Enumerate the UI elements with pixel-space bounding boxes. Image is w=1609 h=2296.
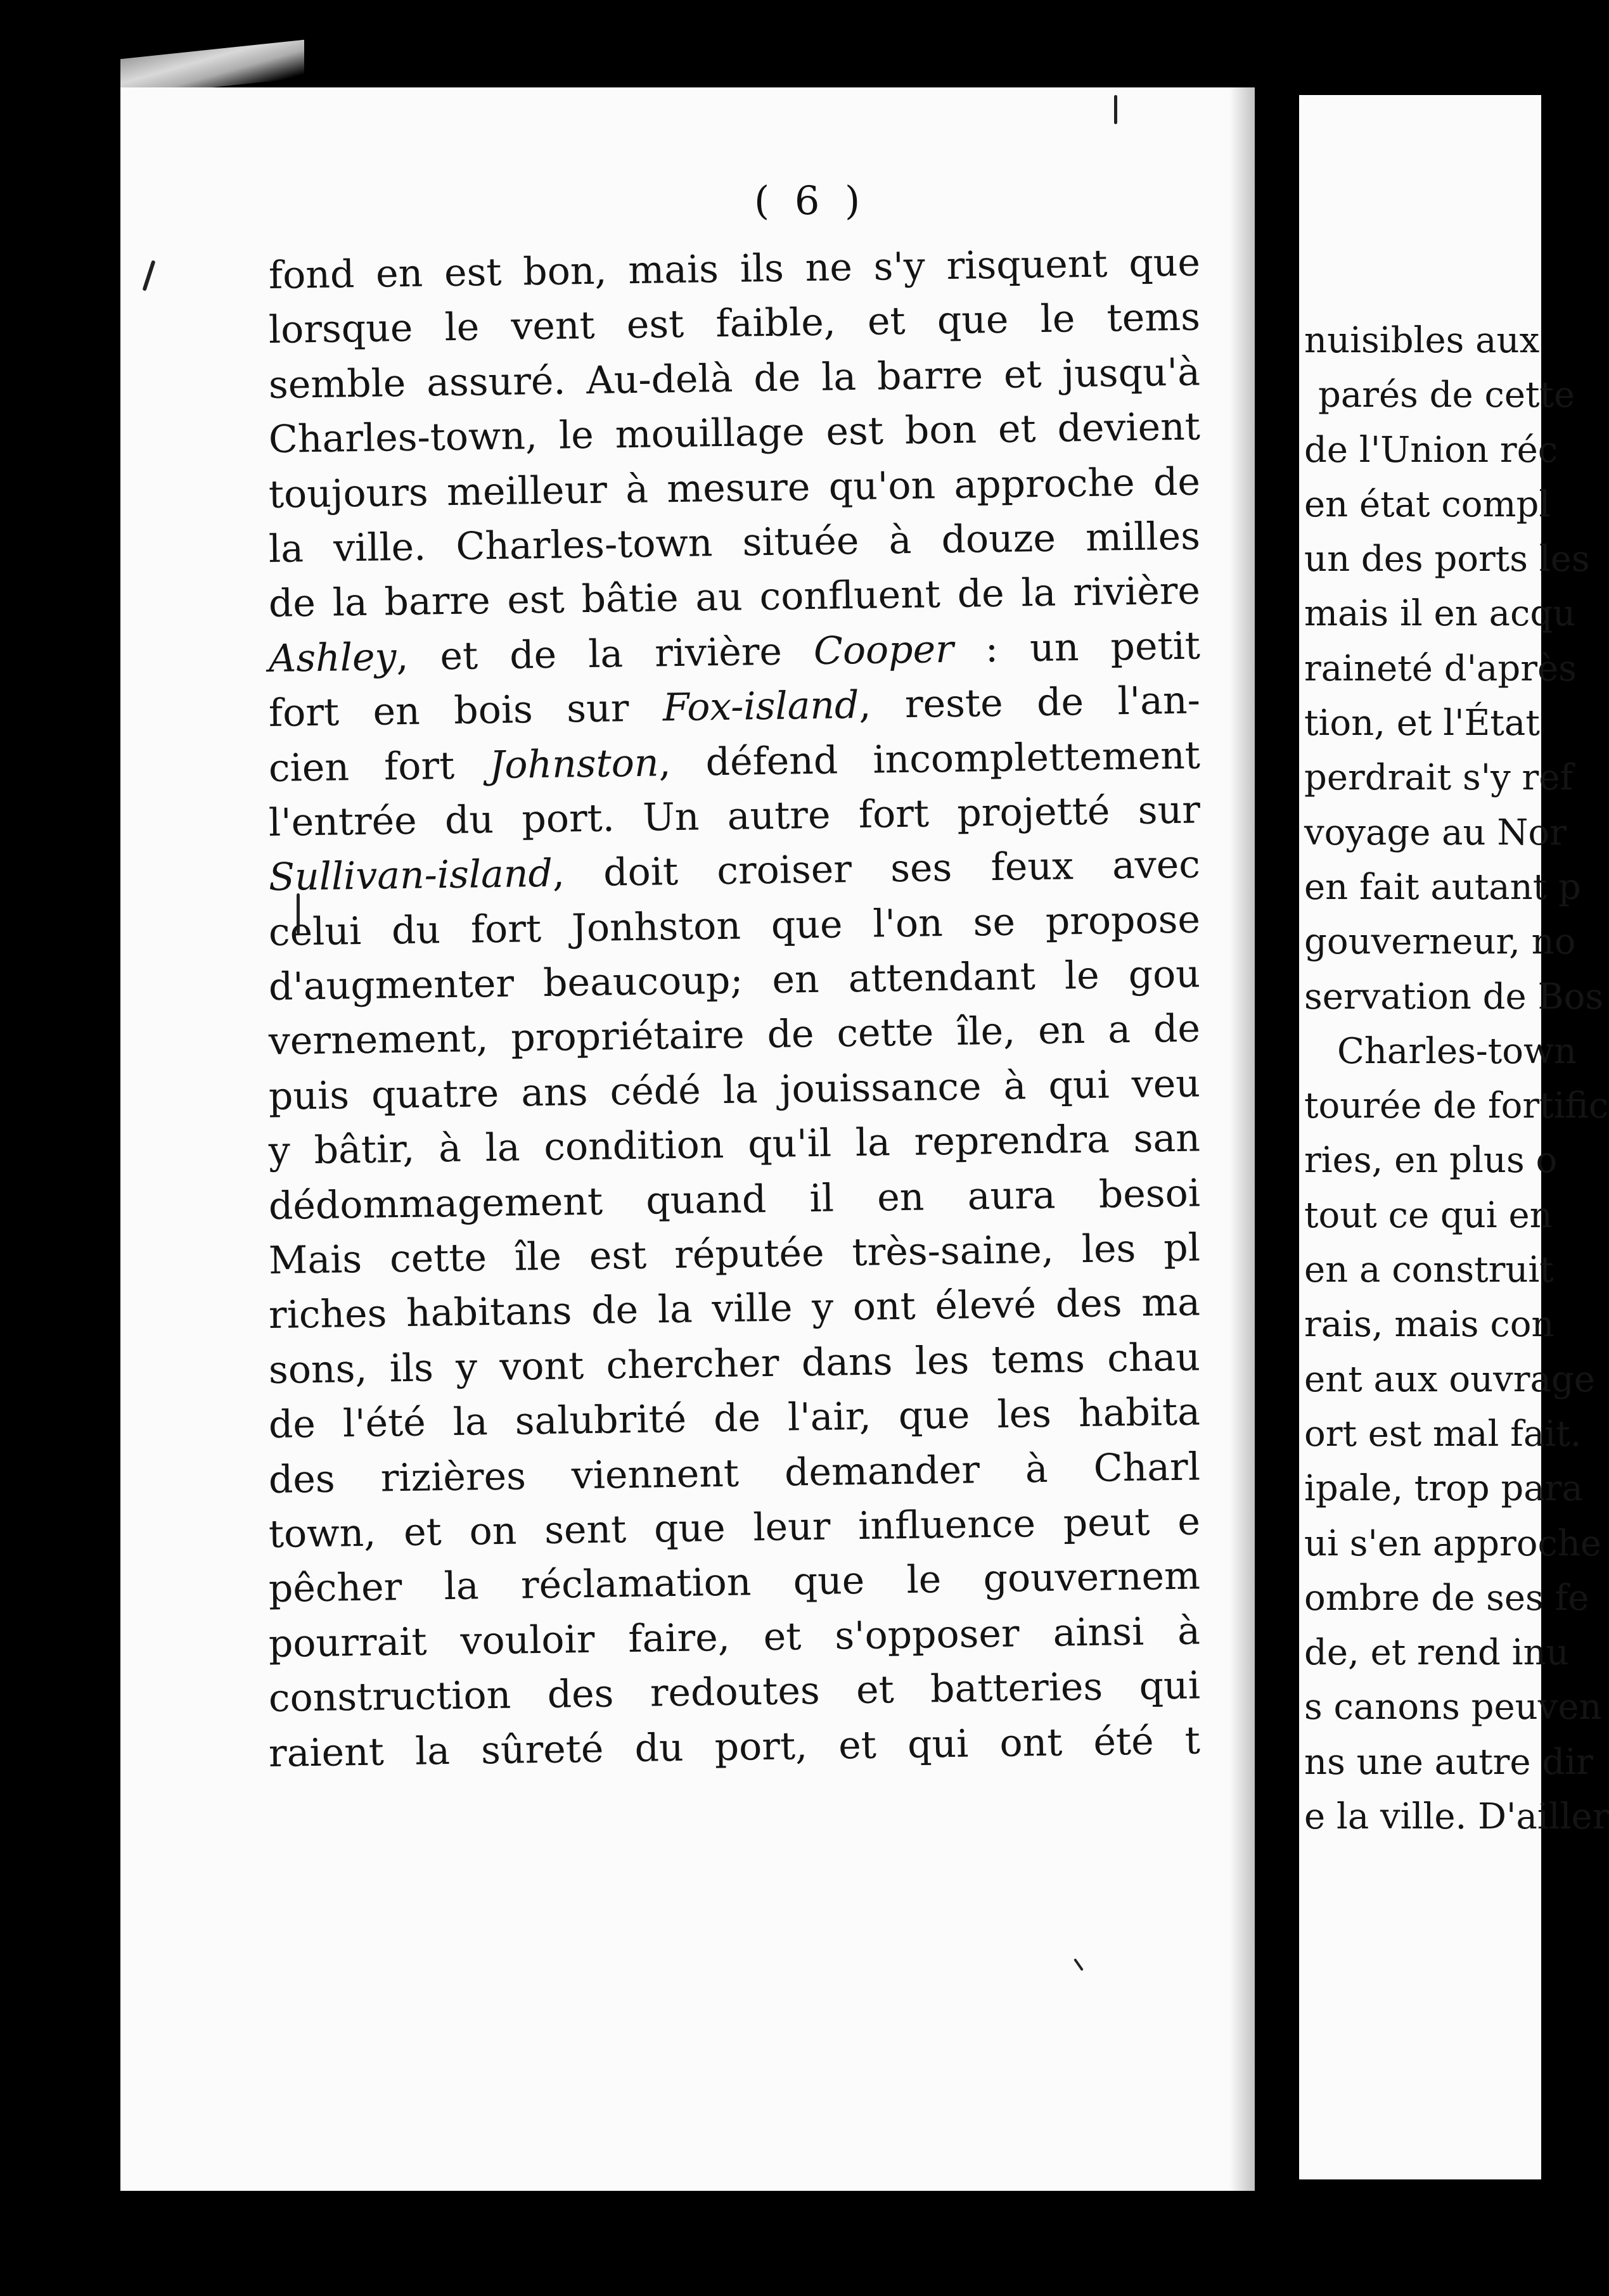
right-line: perdrait s'y ref [1304, 757, 1574, 799]
text-line: fort en bois sur Fox-island, reste de l'an- [268, 678, 1201, 736]
italic-term: Sullivan-island [268, 851, 553, 900]
right-line: en a construit [1304, 1249, 1554, 1291]
italic-term: Johnston [489, 740, 659, 788]
right-line: s canons peuven [1304, 1687, 1602, 1728]
right-line: tout ce qui en [1304, 1194, 1553, 1236]
right-line: Charles-town [1337, 1030, 1577, 1072]
italic-term: Fox-island [662, 683, 859, 730]
right-line: ombre de ses fe [1304, 1577, 1589, 1619]
text-line: Mais cette île est réputée très-saine, les pl [268, 1225, 1201, 1284]
right-line: un des ports les [1304, 539, 1590, 580]
text-line: celui du fort Jonhston que l'on se propose [268, 897, 1201, 955]
right-line: de l'Union réc [1304, 429, 1558, 471]
right-line: servation de Bos [1304, 976, 1604, 1017]
text-line: sons, ils y vont chercher dans les tems chau [268, 1335, 1201, 1393]
text-line: de la barre est bâtie au confluent de la rivière [268, 568, 1201, 627]
right-page-text [1299, 314, 1609, 1844]
right-line: ui s'en approche [1304, 1522, 1602, 1564]
right-line: en fait autant p [1304, 866, 1581, 908]
right-line: ipale, trop para [1304, 1468, 1583, 1510]
text-line: des rizières viennent demander à Charl [268, 1445, 1201, 1502]
right-line: mais il en acqu [1304, 593, 1576, 635]
text-line: lorsque le vent est faible, et que le tems [268, 295, 1201, 353]
italic-term: Cooper [813, 627, 954, 673]
text-line: riches habitans de la ville y ont élevé des ma [268, 1280, 1201, 1338]
right-line: tourée de fortific [1304, 1085, 1609, 1127]
right-line: ns une autre dir [1304, 1741, 1593, 1783]
right-line: e la ville. D'ailler [1304, 1796, 1609, 1838]
text-line: construction des redoutes et batteries qui [268, 1663, 1201, 1721]
text-line: toujours meilleur à mesure qu'on approche de [268, 459, 1201, 517]
right-line: gouverneur, no [1304, 921, 1576, 963]
text-line: vernement, propriétaire de cette île, en a de [268, 1006, 1201, 1064]
italic-term: Ashley [268, 634, 397, 681]
right-line: raineté d'après [1304, 647, 1577, 689]
right-line: ent aux ouvrage [1304, 1358, 1595, 1400]
right-line: voyage au Nor [1304, 812, 1567, 853]
text-line: Ashley, et de la rivière Cooper : un petit [268, 623, 1201, 681]
right-line: tion, et l'État [1304, 703, 1540, 744]
right-line: rais, mais con [1304, 1304, 1555, 1346]
right-line: ort est mal fait. [1304, 1413, 1582, 1455]
left-page-text [268, 240, 1201, 1781]
right-page [1299, 95, 1609, 2179]
book-gutter [1229, 87, 1299, 2191]
right-line: parés de cette [1318, 374, 1575, 416]
text-line: pourrait vouloir faire, et s'opposer ainsi à [268, 1609, 1201, 1666]
text-line: la ville. Charles-town située à douze milles [268, 514, 1201, 571]
text-line: dédommagement quand il en aura besoi [268, 1171, 1201, 1228]
text-line: cien fort Johnston, défend incomplettement [268, 732, 1201, 791]
right-line: nuisibles aux [1304, 320, 1540, 361]
text-line: town, et on sent que leur influence peut e [268, 1499, 1201, 1557]
ink-mark [1114, 95, 1117, 124]
text-line: pêcher la réclamation que le gouvernem [268, 1553, 1201, 1612]
right-line: de, et rend inu [1304, 1632, 1569, 1674]
text-line: semble assuré. Au-delà de la barre et jusqu'à [268, 350, 1201, 407]
text-line: de l'été la salubrité de l'air, que les habita [268, 1389, 1201, 1448]
text-line: y bâtir, à la condition qu'il la reprendra san [268, 1116, 1201, 1174]
text-line: Charles-town, le mouillage est bon et devient [268, 404, 1201, 462]
right-line: ries, en plus o [1304, 1140, 1558, 1182]
page-number: ( 6 ) [754, 177, 867, 224]
text-line: raient la sûreté du port, et qui ont été t [268, 1718, 1201, 1776]
text-line: d'augmenter beaucoup; en attendant le gou [268, 952, 1201, 1010]
right-line: en état compl [1304, 483, 1551, 525]
text-line: puis quatre ans cédé la jouissance à qui veu [268, 1061, 1201, 1119]
text-line: Sullivan-island, doit croiser ses feux avec [268, 842, 1201, 900]
text-line: l'entrée du port. Un autre fort projetté sur [268, 788, 1201, 845]
text-line: fond en est bon, mais ils ne s'y risquent que [268, 240, 1201, 298]
